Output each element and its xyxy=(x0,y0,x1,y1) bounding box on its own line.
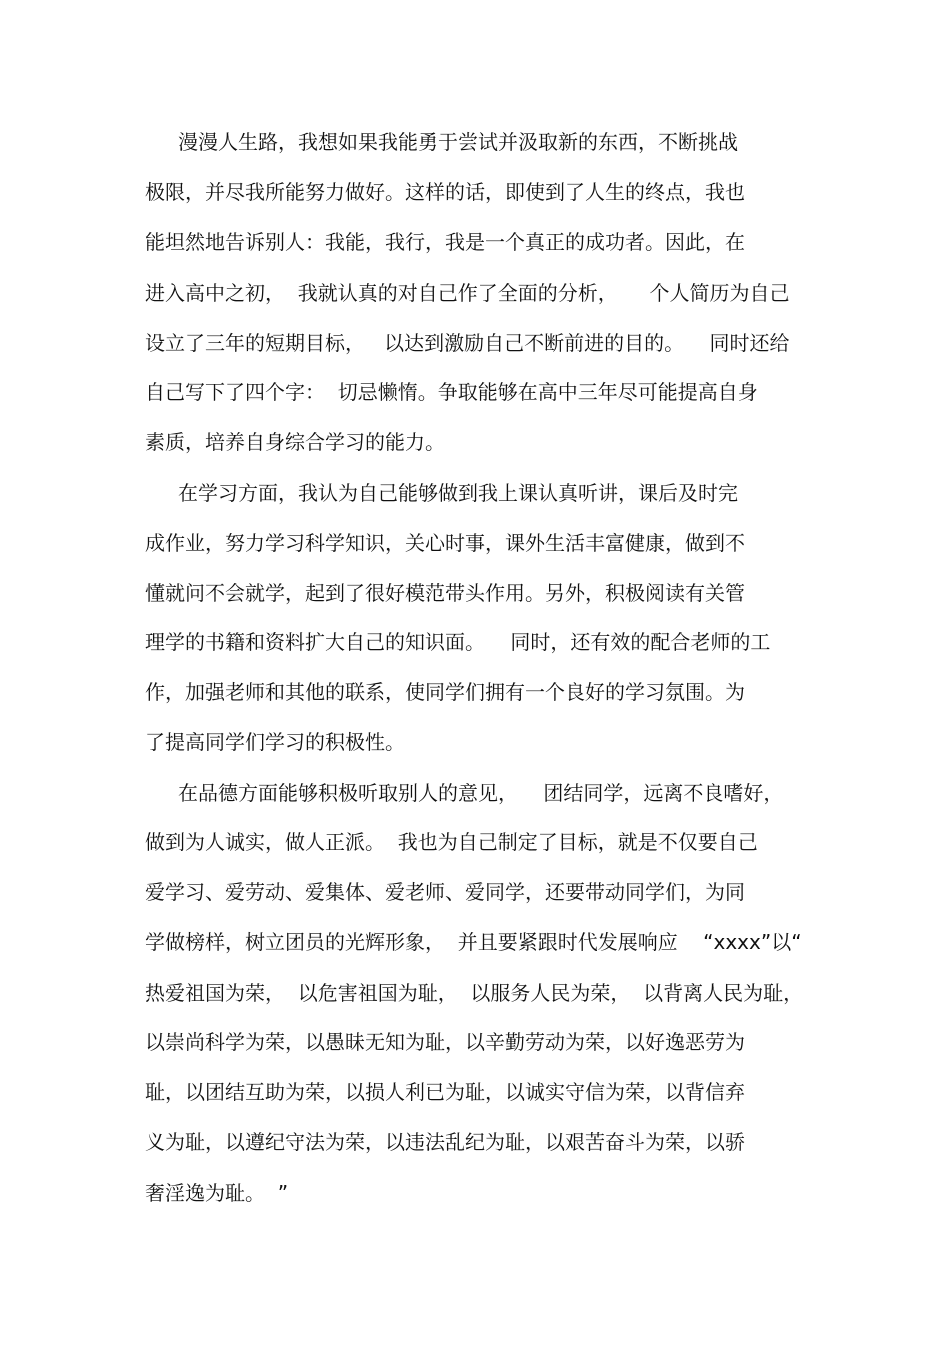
paragraph-line: 以崇尚科学为荣，以愚昧无知为耻，以辛勤劳动为荣，以好逸恶劳为 xyxy=(145,1030,745,1054)
paragraph-line: 进入高中之初， 我就认真的对自己作了全面的分析， 个人简历为自己 xyxy=(145,281,790,305)
paragraph-line: 义为耻，以遵纪守法为荣，以违法乱纪为耻，以艰苦奋斗为荣，以骄 xyxy=(145,1130,745,1154)
paragraph-line: 成作业，努力学习科学知识，关心时事，课外生活丰富健康，做到不 xyxy=(145,531,745,555)
paragraph-line: 了提高同学们学习的积极性。 xyxy=(145,730,405,754)
paragraph-line: 作，加强老师和其他的联系，使同学们拥有一个良好的学习氛围。为 xyxy=(145,680,745,704)
paragraph-line: 在学习方面，我认为自己能够做到我上课认真听讲，课后及时完 xyxy=(178,481,738,505)
paragraph-line: 设立了三年的短期目标， 以达到激励自己不断前进的目的。 同时还给 xyxy=(145,331,790,355)
paragraph-line: 极限，并尽我所能努力做好。这样的话，即使到了人生的终点，我也 xyxy=(145,180,745,204)
paragraph-line: 能坦然地告诉别人：我能，我行，我是一个真正的成功者。因此，在 xyxy=(145,230,745,254)
paragraph-line: 耻，以团结互助为荣，以损人利已为耻，以诚实守信为荣，以背信弃 xyxy=(145,1080,745,1104)
paragraph-line: 做到为人诚实，做人正派。 我也为自己制定了目标，就是不仅要自己 xyxy=(145,830,758,854)
paragraph-line: 在品德方面能够积极听取别人的意见， 团结同学，远离不良嗜好， xyxy=(178,781,784,805)
paragraph-line: 自己写下了四个字： 切忌懒惰。争取能够在高中三年尽可能提高自身 xyxy=(145,380,758,404)
paragraph-line: 爱学习、爱劳动、爱集体、爱老师、爱同学，还要带动同学们，为同 xyxy=(145,880,745,904)
paragraph-line: 奢淫逸为耻。 ” xyxy=(145,1181,289,1205)
paragraph-line: 学做榜样，树立团员的光辉形象， 并且要紧跟时代发展响应 “xxxx”以“ xyxy=(145,930,802,954)
paragraph-line: 懂就问不会就学，起到了很好模范带头作用。另外，积极阅读有关管 xyxy=(145,581,745,605)
paragraph-line: 漫漫人生路，我想如果我能勇于尝试并汲取新的东西，不断挑战 xyxy=(178,130,738,154)
paragraph-line: 热爱祖国为荣， 以危害祖国为耻， 以服务人民为荣， 以背离人民为耻， xyxy=(145,981,804,1005)
paragraph-line: 素质，培养自身综合学习的能力。 xyxy=(145,430,445,454)
paragraph-line: 理学的书籍和资料扩大自己的知识面。 同时，还有效的配合老师的工 xyxy=(145,630,771,654)
